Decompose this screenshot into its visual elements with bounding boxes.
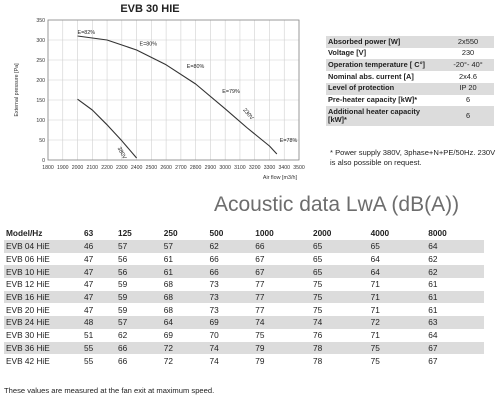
sound-level-cell: 57	[162, 240, 208, 253]
sound-level-cell: 65	[369, 240, 427, 253]
sound-level-cell: 64	[426, 240, 484, 253]
sound-level-cell: 55	[84, 355, 94, 366]
spec-value: IP 20	[442, 83, 494, 95]
sound-level-cell: 75	[370, 355, 380, 366]
sound-level-cell: 68	[163, 279, 173, 290]
model-name: EVB 16 HiE	[4, 291, 82, 304]
spec-label: Level of protection	[326, 83, 442, 95]
table-row	[4, 278, 484, 291]
spec-label: Pre-heater capacity [kW]*	[328, 95, 418, 105]
spec-label: Nominal abs. current [A]	[328, 71, 414, 81]
spec-row	[326, 71, 494, 83]
sound-level-cell: 66	[116, 342, 162, 355]
sound-level-cell: 62	[428, 254, 438, 265]
spec-row	[326, 59, 494, 71]
spec-value: 6	[465, 95, 471, 105]
column-header: 250	[163, 227, 178, 238]
table-row	[4, 253, 484, 266]
spec-table	[326, 36, 494, 126]
table-row	[4, 316, 484, 329]
spec-label: Absorbed power [W]	[326, 36, 442, 48]
sound-level-cell: 74	[209, 355, 219, 366]
sound-level-cell: 71	[370, 330, 380, 341]
sound-level-cell: 75	[312, 304, 323, 315]
column-header: 63	[84, 227, 94, 238]
sound-level-cell: 70	[209, 330, 219, 341]
x-tick-label: 2000	[71, 165, 84, 171]
spec-value: 230	[461, 48, 475, 58]
spec-label: Additional heater capacity [kW]*	[326, 106, 442, 126]
sound-level-cell: 77	[255, 304, 265, 315]
x-tick-label: 2500	[145, 165, 158, 171]
x-tick-label: 2200	[101, 165, 113, 171]
spec-row	[326, 48, 494, 60]
spec-label: Operation temperature [ C°]	[326, 59, 442, 71]
sound-level-cell: 75	[312, 279, 323, 290]
sound-level-cell: 71	[369, 291, 427, 304]
table-row	[4, 291, 484, 304]
sound-level-cell: 61	[162, 265, 208, 278]
sound-level-cell: 46	[82, 240, 116, 253]
x-tick-label: 2300	[116, 165, 128, 171]
column-header: 1000	[255, 227, 274, 238]
spec-label: Voltage [V]	[328, 48, 367, 58]
sound-level-cell: 57	[116, 240, 162, 253]
efficiency-annotation: E=79%	[222, 88, 240, 95]
acoustic-footnote: These values are measured at the fan exit at maximum speed.	[4, 386, 215, 395]
spec-value: 2x4.6	[458, 71, 478, 81]
sound-level-cell: 59	[117, 304, 128, 315]
table-row	[4, 342, 484, 355]
sound-level-cell: 61	[426, 291, 484, 304]
series-line-230V	[78, 36, 277, 154]
sound-level-cell: 66	[209, 254, 219, 265]
sound-level-cell: 51	[84, 330, 94, 341]
sound-level-cell: 75	[369, 342, 427, 355]
column-header: 500	[209, 227, 224, 238]
sound-level-cell: 47	[84, 304, 94, 315]
x-tick-label: 3300	[263, 165, 276, 171]
table-row	[4, 354, 484, 367]
sound-level-cell: 57	[116, 316, 162, 329]
y-tick-label: 0	[42, 158, 45, 164]
spec-value: -20°- 40°	[442, 59, 494, 71]
sound-level-cell: 67	[253, 265, 311, 278]
model-name: EVB 36 HiE	[4, 342, 82, 355]
sound-level-cell: 78	[311, 342, 369, 355]
efficiency-annotation: E=78%	[279, 138, 298, 144]
y-tick-label: 250	[36, 58, 45, 64]
model-name: EVB 42 HiE	[6, 355, 50, 366]
table-row	[4, 240, 484, 253]
y-tick-label: 300	[36, 38, 45, 44]
sound-level-cell: 64	[370, 254, 380, 265]
sound-level-cell: 47	[82, 265, 116, 278]
series-label: 230V	[241, 107, 255, 122]
sound-level-cell: 79	[255, 355, 265, 366]
spec-row	[326, 36, 494, 48]
sound-level-cell: 67	[428, 355, 438, 366]
column-header: 125	[117, 227, 132, 238]
y-tick-label: 50	[39, 138, 45, 144]
x-tick-label: 3400	[278, 165, 291, 171]
sound-level-cell: 77	[255, 279, 265, 290]
x-tick-label: 2600	[160, 165, 172, 171]
sound-level-cell: 64	[369, 265, 427, 278]
y-tick-label: 200	[36, 78, 45, 84]
sound-level-cell: 72	[369, 316, 427, 329]
sound-level-cell: 65	[311, 240, 369, 253]
sound-level-cell: 47	[82, 291, 116, 304]
sound-level-cell: 47	[84, 254, 94, 265]
spec-note: * Power supply 380V, 3phase+N+PE/50Hz. 230V is also possible on request.	[330, 148, 496, 167]
y-tick-label: 100	[36, 118, 45, 124]
model-name: EVB 06 HiE	[6, 254, 50, 265]
efficiency-annotation: E=80%	[139, 41, 158, 48]
column-header: Model/Hz	[6, 227, 43, 238]
sound-level-cell: 61	[163, 254, 173, 265]
column-header: 4000	[370, 227, 390, 238]
chart-title: EVB 30 HIE	[120, 3, 180, 15]
sound-level-cell: 65	[311, 265, 369, 278]
x-tick-label: 2100	[86, 165, 99, 171]
spec-row	[326, 106, 494, 126]
sound-level-cell: 66	[208, 265, 254, 278]
sound-level-cell: 74	[311, 316, 369, 329]
spec-value: 6	[442, 106, 494, 126]
x-tick-label: 2400	[130, 165, 143, 171]
sound-level-cell: 66	[117, 355, 128, 366]
table-row	[4, 265, 484, 278]
sound-level-cell: 73	[208, 291, 254, 304]
x-tick-label: 3500	[293, 165, 305, 171]
sound-level-cell: 68	[162, 291, 208, 304]
x-tick-label: 3000	[219, 165, 231, 171]
sound-level-cell: 67	[426, 342, 484, 355]
sound-level-cell: 75	[255, 330, 265, 341]
model-name: EVB 24 HiE	[4, 316, 82, 329]
sound-level-cell: 77	[253, 291, 311, 304]
model-name: EVB 12 HiE	[6, 279, 50, 290]
spec-row	[326, 83, 494, 95]
column-header: 2000	[312, 227, 332, 238]
acoustic-title: Acoustic data LwA (dB(A))	[214, 193, 460, 216]
sound-level-cell: 56	[116, 265, 162, 278]
sound-level-cell: 75	[311, 291, 369, 304]
efficiency-annotation: E=82%	[77, 30, 96, 36]
spec-value: 2x550	[442, 36, 494, 48]
efficiency-annotation: E=80%	[186, 64, 205, 70]
x-tick-label: 1800	[42, 165, 54, 171]
sound-level-cell: 56	[117, 254, 128, 265]
sound-level-cell: 61	[428, 304, 438, 315]
acoustic-table	[4, 225, 484, 367]
sound-level-cell: 64	[428, 330, 438, 341]
sound-level-cell: 71	[370, 279, 380, 290]
sound-level-cell: 74	[253, 316, 311, 329]
sound-level-cell: 47	[84, 279, 94, 290]
sound-level-cell: 65	[312, 254, 323, 265]
x-tick-label: 1900	[56, 165, 69, 171]
model-name: EVB 30 HiE	[6, 330, 50, 341]
model-name: EVB 04 HiE	[4, 240, 82, 253]
sound-level-cell: 73	[209, 304, 219, 315]
sound-level-cell: 62	[208, 240, 254, 253]
y-axis-label: External pressure [Pa]	[14, 63, 20, 117]
sound-level-cell: 76	[312, 330, 323, 341]
model-name: EVB 20 HiE	[6, 304, 50, 315]
sound-level-cell: 69	[208, 316, 254, 329]
sound-level-cell: 72	[162, 342, 208, 355]
sound-level-cell: 48	[82, 316, 116, 329]
column-header: 8000	[428, 227, 447, 238]
sound-level-cell: 62	[117, 330, 128, 341]
sound-level-cell: 69	[163, 330, 173, 341]
sound-level-cell: 71	[370, 304, 380, 315]
table-row	[4, 303, 484, 316]
x-tick-label: 2800	[189, 165, 202, 171]
sound-level-cell: 66	[253, 240, 311, 253]
sound-level-cell: 59	[117, 279, 128, 290]
table-row	[4, 329, 484, 342]
sound-level-cell: 62	[426, 265, 484, 278]
sound-level-cell: 55	[82, 342, 116, 355]
x-tick-label: 2700	[175, 165, 187, 171]
sound-level-cell: 73	[209, 279, 219, 290]
sound-level-cell: 67	[255, 254, 265, 265]
sound-level-cell: 64	[162, 316, 208, 329]
series-label: 380V	[115, 146, 128, 161]
x-tick-label: 3200	[248, 165, 261, 171]
sound-level-cell: 63	[426, 316, 484, 329]
model-name: EVB 10 HiE	[4, 265, 82, 278]
fan-curve-chart	[0, 0, 320, 190]
y-tick-label: 150	[36, 98, 45, 104]
x-axis-label: Air flow [m3/h]	[262, 175, 297, 181]
sound-level-cell: 74	[208, 342, 254, 355]
sound-level-cell: 78	[312, 355, 323, 366]
x-tick-label: 3100	[234, 165, 246, 171]
sound-level-cell: 61	[428, 279, 438, 290]
x-tick-label: 2900	[204, 165, 217, 171]
spec-row	[326, 95, 494, 107]
y-tick-label: 350	[36, 18, 45, 24]
sound-level-cell: 79	[253, 342, 311, 355]
sound-level-cell: 59	[116, 291, 162, 304]
sound-level-cell: 72	[163, 355, 173, 366]
sound-level-cell: 68	[163, 304, 173, 315]
